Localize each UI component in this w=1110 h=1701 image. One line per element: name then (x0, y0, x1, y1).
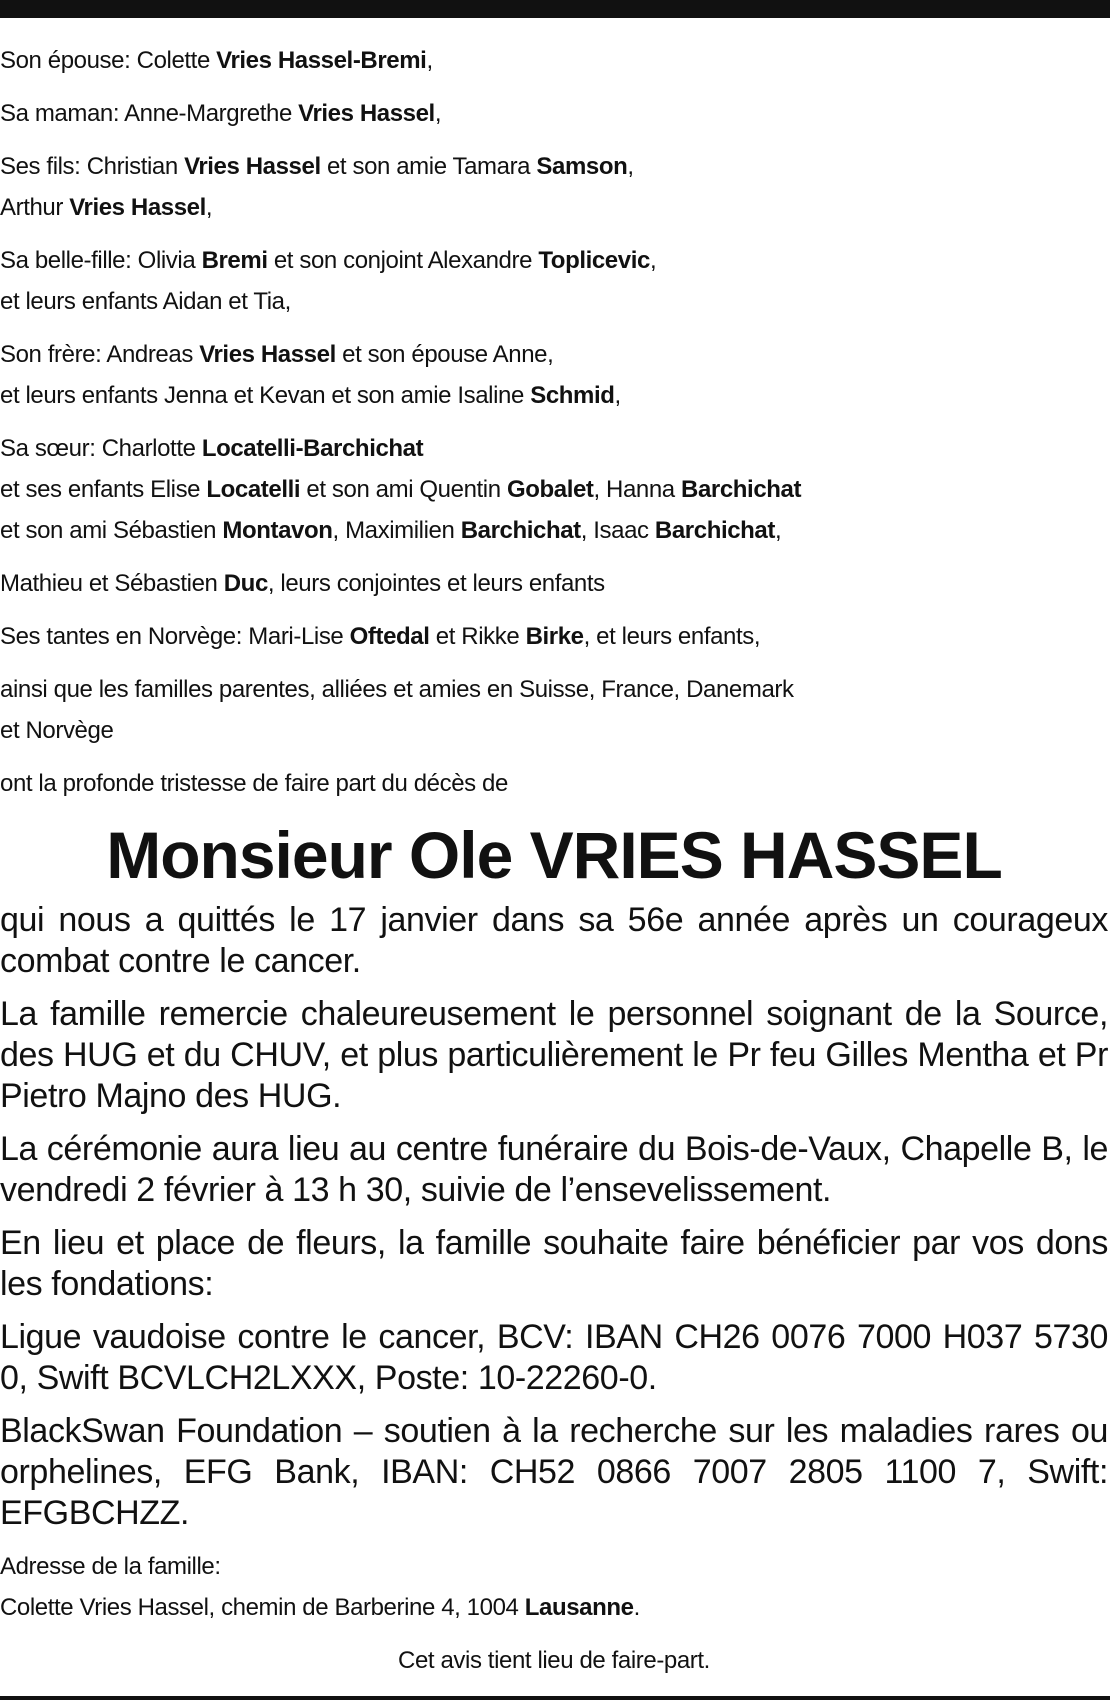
family-surname: Montavon (222, 517, 333, 544)
top-rule (0, 0, 1110, 18)
family-text: Arthur (0, 194, 70, 221)
family-paragraph (0, 563, 1108, 604)
body-paragraph: La famille remercie chaleureusement le personnel soignant de la Source, des HUG et du CHUV, et plus particulièrement le Pr feu Gilles Mentha et Pr Pietro Majno des HUG. (0, 995, 1108, 1115)
family-list (0, 40, 1108, 804)
family-surname: Vries Hassel (69, 194, 206, 221)
family-paragraph (0, 763, 1108, 804)
family-text: , (649, 247, 657, 274)
family-surname: Oftedal (349, 623, 430, 650)
address-label: Adresse de la famille: (0, 1553, 221, 1580)
family-text: et leurs enfants Aidan et Tia, (0, 288, 291, 315)
body-paragraph: En lieu et place de fleurs, la famille souhaite faire bénéficier par vos dons les fondations: (0, 1224, 1108, 1303)
family-surname: Barchichat (654, 517, 775, 544)
family-text: , (434, 100, 442, 127)
family-paragraph (0, 669, 1108, 751)
family-paragraph (0, 146, 1108, 228)
family-surname: Bremi (201, 247, 268, 274)
bottom-rule (0, 1696, 1110, 1700)
family-line (0, 375, 1108, 416)
address-line (0, 1587, 1108, 1628)
family-address (0, 1546, 1108, 1628)
family-text: ainsi que les familles parentes, alliées et amies en Suisse, France, Danemark (0, 676, 794, 703)
family-line (0, 240, 1108, 281)
family-line (0, 428, 1108, 469)
family-text: et son ami Quentin (300, 476, 507, 503)
address-street: Colette Vries Hassel, chemin de Barberine 4, 1004 (0, 1594, 525, 1621)
family-line (0, 669, 1108, 710)
family-surname: Duc (223, 570, 268, 597)
obituary-notice (0, 40, 1108, 1693)
family-surname: Barchichat (681, 476, 802, 503)
family-text: et son conjoint Alexandre (267, 247, 539, 274)
address-suffix: . (633, 1594, 640, 1621)
family-paragraph (0, 240, 1108, 322)
family-text: Sa belle-fille: Olivia (0, 247, 202, 274)
family-text: et son ami Sébastien (0, 517, 223, 544)
family-paragraph (0, 428, 1108, 551)
family-text: et Norvège (0, 717, 114, 744)
family-line (0, 616, 1108, 657)
notice-body (0, 900, 1108, 1534)
closing-note: Cet avis tient lieu de faire-part. (398, 1647, 710, 1674)
family-text: Sa sœur: Charlotte (0, 435, 202, 462)
family-text: , leurs conjointes et leurs enfants (267, 570, 605, 597)
family-text: , (774, 517, 782, 544)
family-line (0, 763, 1108, 804)
family-paragraph (0, 93, 1108, 134)
family-text: et ses enfants Elise (0, 476, 207, 503)
family-surname: Vries Hassel-Bremi (216, 47, 427, 74)
family-line (0, 563, 1108, 604)
family-surname: Gobalet (506, 476, 594, 503)
family-line (0, 187, 1108, 228)
family-paragraph (0, 616, 1108, 657)
family-line (0, 281, 1108, 322)
family-text: , et leurs enfants, (583, 623, 761, 650)
family-line (0, 146, 1108, 187)
family-text: et leurs enfants Jenna et Kevan et son amie Isaline (0, 382, 531, 409)
family-surname: Vries Hassel (184, 153, 321, 180)
family-surname: Schmid (530, 382, 615, 409)
family-paragraph (0, 334, 1108, 416)
family-line (0, 710, 1108, 751)
family-paragraph (0, 40, 1108, 81)
family-surname: Vries Hassel (298, 100, 435, 127)
family-line (0, 469, 1108, 510)
family-text: Son frère: Andreas (0, 341, 200, 368)
family-text: Ses tantes en Norvège: Mari-Lise (0, 623, 350, 650)
family-text: , (627, 153, 634, 180)
family-line (0, 510, 1108, 551)
body-paragraph: La cérémonie aura lieu au centre funéraire du Bois-de-Vaux, Chapelle B, le vendredi 2 février à 13 h 30, suivie de l’ensevelissement. (0, 1130, 1108, 1209)
family-text: Mathieu et Sébastien (0, 570, 224, 597)
family-text: , (614, 382, 621, 409)
family-text: , (426, 47, 433, 74)
family-surname: Samson (536, 153, 628, 180)
family-line (0, 40, 1108, 81)
family-surname: Toplicevic (538, 247, 650, 274)
family-text: Ses fils: Christian (0, 153, 185, 180)
address-city: Lausanne (524, 1594, 634, 1621)
family-surname: Barchichat (460, 517, 581, 544)
family-text: Son épouse: Colette (0, 47, 217, 74)
body-paragraph: BlackSwan Foundation – soutien à la recherche sur les maladies rares ou orphelines, EFG Bank, IBAN: CH52 0866 7007 2805 1100 7, Swift: EFGBCHZZ. (0, 1412, 1108, 1532)
family-text: et son épouse Anne, (335, 341, 554, 368)
family-text: ont la profonde tristesse de faire part du décès de (0, 770, 508, 797)
family-line (0, 334, 1108, 375)
family-text: et son amie Tamara (320, 153, 537, 180)
family-text: et Rikke (429, 623, 526, 650)
family-surname: Vries Hassel (199, 341, 336, 368)
family-line (0, 93, 1108, 134)
deceased-name: Monsieur Ole VRIES HASSEL (106, 818, 1002, 892)
family-text: , Isaac (580, 517, 655, 544)
body-paragraph: Ligue vaudoise contre le cancer, BCV: IBAN CH26 0076 7000 H037 5730 0, Swift BCVLCH2LXXX, Poste: 10-22260-0. (0, 1318, 1108, 1397)
family-surname: Locatelli (206, 476, 301, 503)
family-surname: Birke (525, 623, 584, 650)
family-text: , (205, 194, 213, 221)
family-text: , Hanna (593, 476, 682, 503)
family-text: Sa maman: Anne-Margrethe (0, 100, 299, 127)
family-surname: Locatelli-Barchichat (201, 435, 424, 462)
family-text: , Maximilien (332, 517, 461, 544)
body-paragraph: qui nous a quittés le 17 janvier dans sa 56e année après un courageux combat contre le cancer. (0, 901, 1108, 980)
